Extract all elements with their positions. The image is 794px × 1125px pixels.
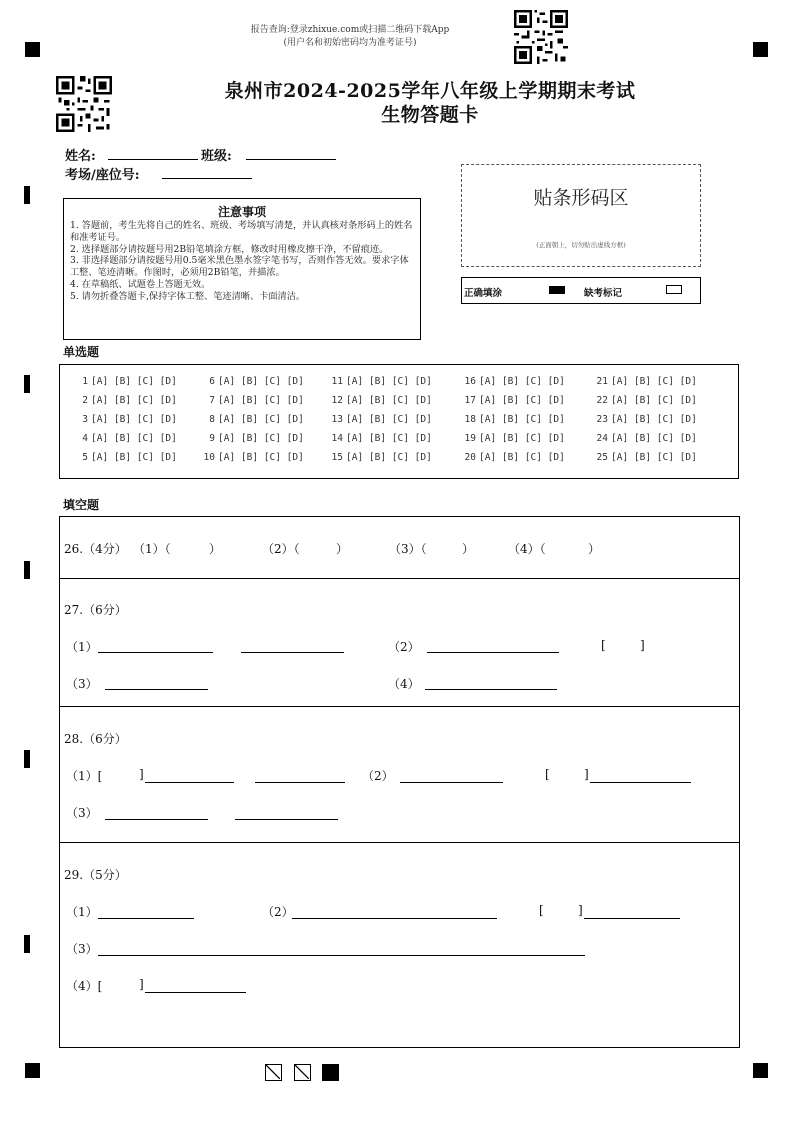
mcq-question-number: 11 [331, 376, 343, 387]
mcq-question-number: 2 [82, 395, 88, 406]
q27-heading: 27.（6分） [64, 603, 127, 617]
mcq-question-number: 13 [331, 414, 343, 425]
q28-part1: （1）[ [66, 769, 103, 783]
mcq-options[interactable]: [A] [B] [C] [D] [346, 452, 432, 463]
timing-mark [24, 186, 30, 204]
mcq-question-number: 3 [82, 414, 88, 425]
q26-part4-close: ） [588, 542, 601, 556]
answer-line[interactable] [255, 782, 345, 783]
app-qr-code [514, 10, 568, 64]
q26-part2-close: ） [336, 542, 349, 556]
mcq-options[interactable]: [A] [B] [C] [D] [479, 376, 565, 387]
mcq-question-row[interactable] [594, 452, 697, 463]
mcq-question-number: 15 [331, 452, 343, 463]
mcq-question-row[interactable] [594, 414, 697, 425]
corner-mark-bottom-left [25, 1063, 40, 1078]
mcq-question-number: 16 [464, 376, 476, 387]
q28-part1-bracket-close: ] [139, 767, 144, 781]
mcq-question-number: 12 [331, 395, 343, 406]
seat-field[interactable] [162, 178, 252, 179]
q26-part1: （1）（ [133, 542, 171, 556]
mcq-question-row[interactable] [329, 452, 432, 463]
q26-part3: （3）（ [389, 542, 427, 556]
mcq-options[interactable]: [A] [B] [C] [D] [346, 414, 432, 425]
card-qr-code [56, 76, 112, 132]
q29-part3: （3） [66, 942, 98, 956]
q26-part3-close: ） [462, 542, 475, 556]
mcq-question-row[interactable] [74, 452, 177, 463]
mcq-question-number: 9 [209, 433, 215, 444]
mcq-question-number: 17 [464, 395, 476, 406]
mcq-question-number: 21 [596, 376, 608, 387]
mcq-options[interactable]: [A] [B] [C] [D] [218, 395, 304, 406]
mcq-question-number: 1 [82, 376, 88, 387]
mcq-question-row[interactable] [329, 376, 432, 387]
answer-line[interactable] [98, 955, 585, 956]
answer-line[interactable] [427, 652, 559, 653]
mcq-answer-grid [59, 364, 739, 479]
mcq-options[interactable]: [A] [B] [C] [D] [346, 433, 432, 444]
notice-item: 3. 非选择题部分请按题号用0.5毫米黑色墨水签字笔书写，否则作答无效。要求字体工整、笔迹清晰。作图时，必须用2B铅笔，并描浓。 [70, 255, 409, 279]
mcq-question-number: 23 [596, 414, 608, 425]
notice-box [63, 198, 421, 340]
q28-part2: （2） [362, 769, 394, 783]
mcq-question-number: 20 [464, 452, 476, 463]
mcq-question-row[interactable] [201, 376, 304, 387]
mcq-options[interactable]: [A] [B] [C] [D] [218, 452, 304, 463]
mcq-options[interactable]: [A] [B] [C] [D] [218, 433, 304, 444]
timing-mark [24, 750, 30, 768]
q29-part2-bracket-close: ] [578, 903, 583, 917]
answer-line[interactable] [241, 652, 344, 653]
q29-part1: （1） [66, 905, 98, 919]
name-label: 姓名: [65, 149, 96, 164]
mcq-options[interactable]: [A] [B] [C] [D] [479, 452, 565, 463]
q27-part2-bracket-open: [ [601, 638, 606, 652]
report-query-note [200, 24, 500, 50]
notice-item: 2. 选择题部分请按题号用2B铅笔填涂方框，修改时用橡皮擦干净，不留痕迹。 [70, 243, 389, 255]
fill-legend [461, 277, 701, 304]
q26-part2: （2）（ [262, 542, 300, 556]
answer-line[interactable] [400, 782, 503, 783]
mcq-question-row[interactable] [201, 395, 304, 406]
mcq-question-number: 25 [596, 452, 608, 463]
mcq-options[interactable]: [A] [B] [C] [D] [218, 376, 304, 387]
mcq-options[interactable]: [A] [B] [C] [D] [218, 414, 304, 425]
mcq-question-row[interactable] [201, 433, 304, 444]
mcq-question-row[interactable] [462, 376, 565, 387]
mcq-question-row[interactable] [74, 395, 177, 406]
mcq-question-row[interactable] [462, 414, 565, 425]
class-field[interactable] [246, 159, 336, 160]
timing-mark [24, 935, 30, 953]
notice-item: 4. 在草稿纸、试题卷上答题无效。 [70, 278, 211, 290]
q29-part4: （4）[ [66, 979, 103, 993]
timing-mark [24, 561, 30, 579]
question-divider [59, 706, 740, 707]
mcq-question-row[interactable] [462, 395, 565, 406]
correct-fill-label: 正确填涂 [464, 288, 503, 299]
q27-part2-bracket-close: ] [640, 638, 645, 652]
q26-heading: 26.（4分） [64, 542, 127, 556]
alignment-box-filled [322, 1064, 339, 1081]
mcq-question-number: 7 [209, 395, 215, 406]
mcq-question-row[interactable] [74, 414, 177, 425]
mcq-question-row[interactable] [329, 395, 432, 406]
barcode-title: 贴条形码区 [533, 187, 629, 209]
q28-part2-bracket-close: ] [584, 767, 589, 781]
mcq-question-number: 14 [331, 433, 343, 444]
answer-line[interactable] [584, 918, 680, 919]
timing-mark [24, 375, 30, 393]
q29-heading: 29.（5分） [64, 868, 127, 882]
answer-line[interactable] [145, 782, 234, 783]
mcq-question-row[interactable] [594, 395, 697, 406]
class-label: 班级: [201, 149, 232, 164]
q26-part4: （4）（ [508, 542, 546, 556]
report-query-line2: (用户名和初始密码均为准考证号) [283, 38, 417, 48]
notice-item: 5. 请勿折叠答题卡,保持字体工整、笔迹清晰、卡面清洁。 [70, 290, 306, 302]
answer-line[interactable] [105, 689, 208, 690]
mcq-options[interactable]: [A] [B] [C] [D] [479, 433, 565, 444]
mcq-question-row[interactable] [329, 433, 432, 444]
answer-line[interactable] [105, 819, 208, 820]
mcq-options[interactable]: [A] [B] [C] [D] [91, 452, 177, 463]
absent-mark-checkbox[interactable] [666, 285, 682, 294]
q28-part3: （3） [66, 806, 98, 820]
absent-mark-label: 缺考标记 [584, 288, 623, 299]
q28-heading: 28.（6分） [64, 732, 127, 746]
mcq-question-number: 10 [203, 452, 215, 463]
corner-mark-top-left [25, 42, 40, 57]
report-query-line1: 报告查询:登录zhixue.com或扫描二维码下载App [250, 25, 450, 35]
mcq-options[interactable]: [A] [B] [C] [D] [611, 395, 697, 406]
answer-line[interactable] [425, 689, 557, 690]
mcq-options[interactable]: [A] [B] [C] [D] [611, 376, 697, 387]
mcq-question-row[interactable] [462, 433, 565, 444]
q29-part2: （2） [262, 905, 294, 919]
mcq-question-number: 22 [596, 395, 608, 406]
seat-label: 考场/座位号: [65, 168, 140, 183]
corner-mark-bottom-right [753, 1063, 768, 1078]
q27-part1: （1） [66, 640, 98, 654]
q27-part3: （3） [66, 677, 98, 691]
exam-title-line1: 泉州市2024-2025学年八年级上学期期末考试 [224, 80, 636, 102]
mcq-question-row[interactable] [201, 414, 304, 425]
mcq-options[interactable]: [A] [B] [C] [D] [479, 395, 565, 406]
mcq-question-row[interactable] [74, 376, 177, 387]
notice-title: 注意事项 [217, 205, 266, 219]
q29-part2-bracket-open: [ [539, 903, 544, 917]
mcq-options[interactable]: [A] [B] [C] [D] [91, 433, 177, 444]
mcq-question-number: 24 [596, 433, 608, 444]
mcq-options[interactable]: [A] [B] [C] [D] [346, 376, 432, 387]
question-divider [59, 842, 740, 843]
mcq-options[interactable]: [A] [B] [C] [D] [91, 395, 177, 406]
barcode-area[interactable] [461, 164, 701, 267]
correct-fill-sample [549, 286, 565, 294]
answer-line[interactable] [235, 819, 338, 820]
mcq-section-title: 单选题 [63, 345, 100, 359]
mcq-options[interactable]: [A] [B] [C] [D] [91, 414, 177, 425]
mcq-options[interactable]: [A] [B] [C] [D] [346, 395, 432, 406]
mcq-question-number: 19 [464, 433, 476, 444]
answer-line[interactable] [98, 652, 213, 653]
mcq-question-number: 4 [82, 433, 88, 444]
mcq-question-row[interactable] [594, 433, 697, 444]
mcq-question-row[interactable] [74, 433, 177, 444]
name-field[interactable] [108, 159, 198, 160]
mcq-options[interactable]: [A] [B] [C] [D] [611, 433, 697, 444]
corner-mark-top-right [753, 42, 768, 57]
mcq-question-number: 5 [82, 452, 88, 463]
answer-line[interactable] [98, 918, 194, 919]
mcq-options[interactable]: [A] [B] [C] [D] [479, 414, 565, 425]
fill-section-title: 填空题 [63, 498, 100, 512]
q29-part4-bracket-close: ] [139, 977, 144, 991]
mcq-options[interactable]: [A] [B] [C] [D] [91, 376, 177, 387]
mcq-question-row[interactable] [462, 452, 565, 463]
mcq-question-number: 6 [209, 376, 215, 387]
barcode-subtitle: (正面朝上，切勿贴出虚线方框) [536, 241, 626, 249]
mcq-options[interactable]: [A] [B] [C] [D] [611, 414, 697, 425]
alignment-box [265, 1064, 282, 1081]
mcq-question-number: 18 [464, 414, 476, 425]
mcq-question-row[interactable] [594, 376, 697, 387]
mcq-question-number: 8 [209, 414, 215, 425]
q27-part4: （4） [388, 677, 420, 691]
exam-title-line2: 生物答题卡 [381, 104, 479, 126]
question-divider [59, 578, 740, 579]
answer-line[interactable] [145, 992, 246, 993]
mcq-question-row[interactable] [329, 414, 432, 425]
mcq-question-row[interactable] [201, 452, 304, 463]
mcq-options[interactable]: [A] [B] [C] [D] [611, 452, 697, 463]
notice-item: 1. 答题前，考生先将自己的姓名、班级、考场填写清楚，并认真核对条形码上的姓名和准考证号。 [70, 220, 413, 243]
alignment-box [294, 1064, 311, 1081]
q28-part2-bracket-open: [ [545, 767, 550, 781]
q27-part2: （2） [388, 640, 420, 654]
answer-line[interactable] [590, 782, 691, 783]
exam-title [180, 79, 680, 127]
q26-part1-close: ） [209, 542, 222, 556]
answer-line[interactable] [292, 918, 497, 919]
